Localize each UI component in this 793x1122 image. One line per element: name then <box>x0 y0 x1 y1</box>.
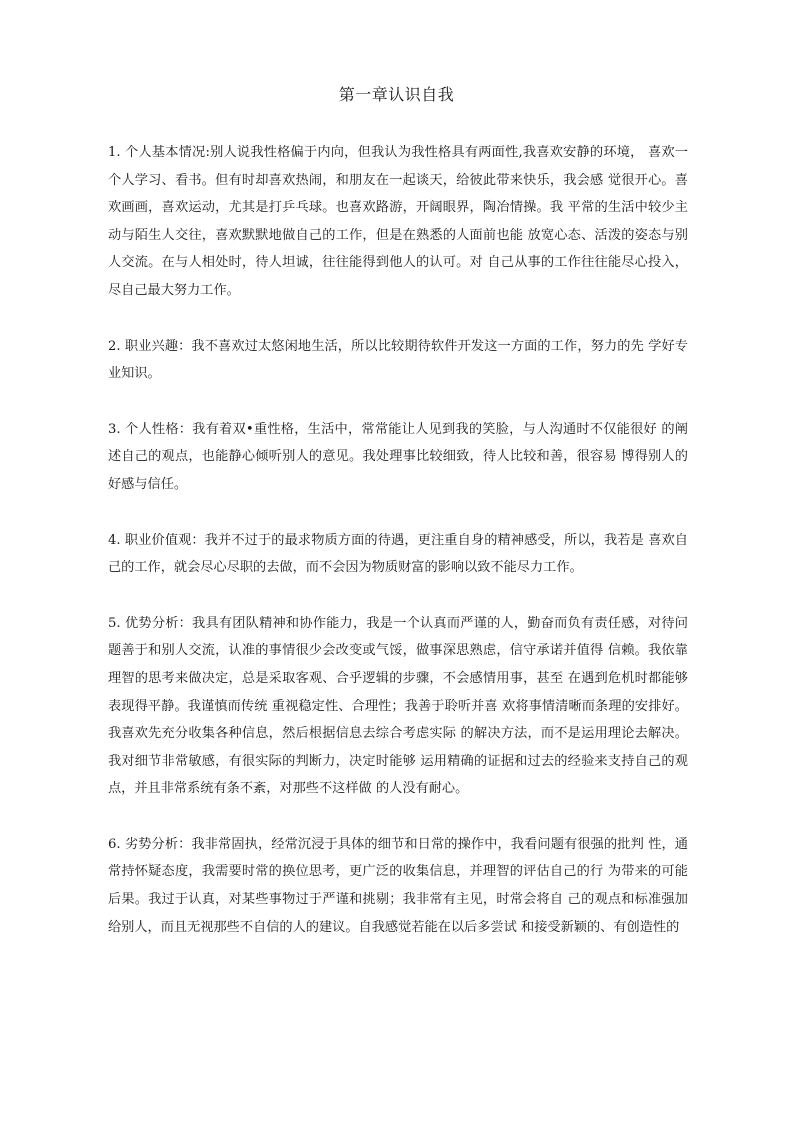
paragraph-basic-info: 1. 个人基本情况:别人说我性格偏于内向，但我认为我性格具有两面性,我喜欢安静的环境， 喜欢一个人学习、看书。但有时却喜欢热闹，和朋友在一起谈天，给彼此带来快乐，我会感 觉很开心。喜欢画画，喜欢运动，尤其是打乒乓球。也喜欢路游，开阔眼界，陶冶情操。我 平常的生活中较少主动与陌生人交往，喜欢默默地做自己的工作，但是在熟悉的人面前也能 放宽心态、活泼的姿态与别人交流。在与人相处时，待人坦诚，往往能得到他人的认可。对 自己从事的工作往往能尽心投入，尽自己最大努力工作。 <box>108 145 688 298</box>
chapter-title: 第一章认识自我 <box>338 85 455 104</box>
paragraph-career-interest: 2. 职业兴趣：我不喜欢过太悠闲地生活，所以比较期待软件开发这一方面的工作，努力的先 学好专业知识。 <box>108 338 688 382</box>
document-body <box>108 139 688 969</box>
paragraph-strengths: 5. 优势分析：我具有团队精神和协作能力，我是一个认真而严谨的人，勤奋而负有责任感，对待问题善于和别人交流，认准的事情很少会改变或气馁，做事深思熟虑，信守承诺并值得 信赖。我依靠理智的思考来做决定，总是采取客观、合乎逻辑的步骤，不会感情用事，甚至 在遇到危机时都能够表现得平静。我谨慎而传统 重视稳定性、合理性；我善于聆听并喜 欢将事情清晰而条理的安排好。我喜欢先充分收集各种信息，然后根据信息去综合考虑实际 的解决方法，而不是运用理论去解决。我对细节非常敏感，有很实际的判断力，决定时能够 运用精确的证据和过去的经验来支持自己的观点，并且非常系统有条不紊，对那些不这样做 的人没有耐心。 <box>108 615 688 797</box>
paragraph-weaknesses: 6. 劣势分析：我非常固执，经常沉浸于具体的细节和日常的操作中，我看问题有很强的批判 性，通常持怀疑态度，我需要时常的换位思考，更广泛的收集信息，并理智的评估自己的行 为带来的可能后果。我过于认真，对某些事物过于严谨和挑剔；我非常有主见，时常会将自 己的观点和标准强加给别人，而且无视那些不自信的人的建议。自我感觉若能在以后多尝试 和接受新颖的、有创造性的 <box>108 836 688 935</box>
paragraph-personality: 3. 个人性格：我有着双•重性格，生活中，常常能让人见到我的笑脸，与人沟通时不仅能很好 的阐述自己的观点，也能静心倾听别人的意见。我处理事比较细致，待人比较和善，很容易 博得别人的好感与信任。 <box>108 421 688 492</box>
paragraph-career-values: 4. 职业价值观：我并不过于的最求物质方面的待遇，更注重自身的精神感受，所以，我若是 喜欢自己的工作，就会尽心尽职的去做，而不会因为物质财富的影响以致不能尽力工作。 <box>108 532 688 576</box>
